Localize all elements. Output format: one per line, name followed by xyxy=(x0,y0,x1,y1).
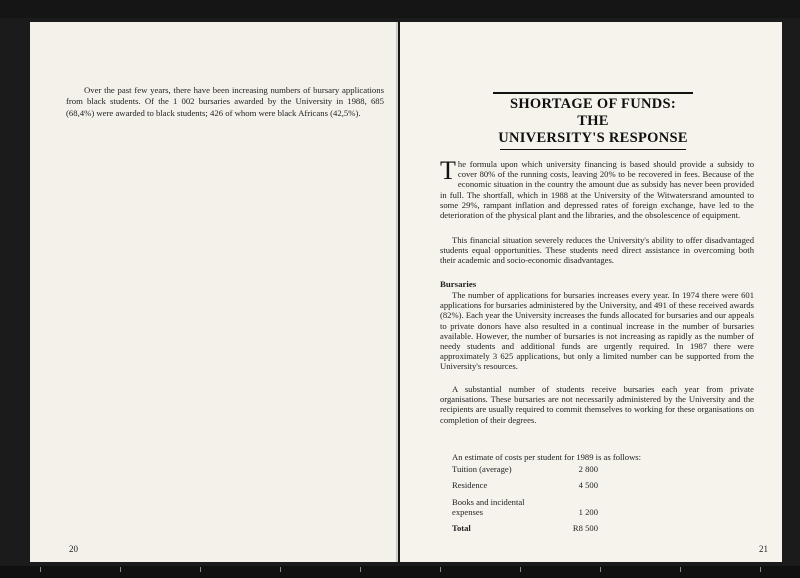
ruler-tick xyxy=(360,567,361,572)
cost-total-value: R8 500 xyxy=(572,523,598,534)
section-heading xyxy=(493,96,693,147)
private-bursaries-paragraph: A substantial number of students receive bursaries each year from private organisations. These bursaries are not necessarily administered by the University and the recipients are usually required to commit themselves to working for these organisations on completion of their degrees. xyxy=(440,384,754,425)
page-number-left: 20 xyxy=(69,544,78,554)
disadvantaged-students-paragraph: This financial situation severely reduces the University's ability to offer disadvantaged students equal opportunities. These students need direct assistance in overcoming both their academic and socio-economic disadvantages. xyxy=(440,235,754,266)
cost-label: Residence xyxy=(452,480,488,491)
cost-label: Books and incidental expenses xyxy=(452,496,525,517)
bursary-applications-growth-paragraph: The number of applications for bursaries increases every year. In 1974 there were 601 applications for bursaries administered by the University, and 491 of these received awards (82%). Each year the University increases the funds allocated for bursaries and our appeals to private donors have also resulted in a continual increase in the number of bursaries available. However, the number of bursaries is not increasing as rapidly as the number of needy students and additional funds are urgently required. In 1987 there were approximately 3 625 applications, but only a limited number can be supported from the University's resources. xyxy=(440,290,754,372)
cost-row xyxy=(452,464,598,480)
heading-line-2: UNIVERSITY'S RESPONSE xyxy=(498,129,688,146)
cost-value: 2 800 xyxy=(578,464,598,474)
cost-table xyxy=(452,464,598,539)
ruler-tick xyxy=(680,567,681,572)
cost-row xyxy=(452,497,598,524)
left-page xyxy=(30,22,398,562)
ruler-tick xyxy=(520,567,521,572)
heading-line-1: SHORTAGE OF FUNDS: THE xyxy=(509,95,676,129)
cost-row xyxy=(452,480,598,496)
bursary-applications-paragraph: Over the past few years, there have been increasing numbers of bursary applications from black students. Of the 1 002 bursaries awarded by the University in 1988, 685 (68,4%) were awarded to black students; 426 of whom were black Africans (42,5%). xyxy=(66,85,384,118)
cost-total-row xyxy=(452,523,598,539)
funding-formula-text: he formula upon which university financing is based should provide a subsidy to cover 80% of the running costs, leaving 20% to be recovered in fees. Because of the economic situation in the country the amount due as subsidy has never been provided in full. The shortfall, which in 1988 at the University of the Witwatersrand amounted to some 29%, rampant inflation and depressed rates of foreign exchange, have led to the deterioration of the physical plant and the libraries, and the obsolescence of equipment. xyxy=(440,159,754,221)
right-page xyxy=(400,22,782,562)
ruler-tick xyxy=(40,567,41,572)
ruler-tick xyxy=(600,567,601,572)
drop-cap: T xyxy=(440,156,456,185)
ruler-tick xyxy=(440,567,441,572)
cost-total-label: Total xyxy=(452,523,471,534)
cost-value: 1 200 xyxy=(578,506,598,517)
cost-value: 4 500 xyxy=(578,480,598,491)
scan-background-top xyxy=(0,0,800,18)
ruler-tick xyxy=(200,567,201,572)
cost-label: Tuition (average) xyxy=(452,464,512,474)
ruler-tick xyxy=(120,567,121,572)
heading-rule-top xyxy=(493,92,693,94)
page-number-right: 21 xyxy=(759,544,768,554)
funding-formula-paragraph xyxy=(440,156,754,221)
heading-rule-bottom xyxy=(500,149,686,151)
ruler-tick xyxy=(760,567,761,572)
cost-estimate-intro: An estimate of costs per student for 1989 is as follows: xyxy=(452,452,642,462)
section-heading-block xyxy=(493,92,693,150)
bursaries-subheading: Bursaries xyxy=(440,279,477,289)
ruler-tick xyxy=(280,567,281,572)
